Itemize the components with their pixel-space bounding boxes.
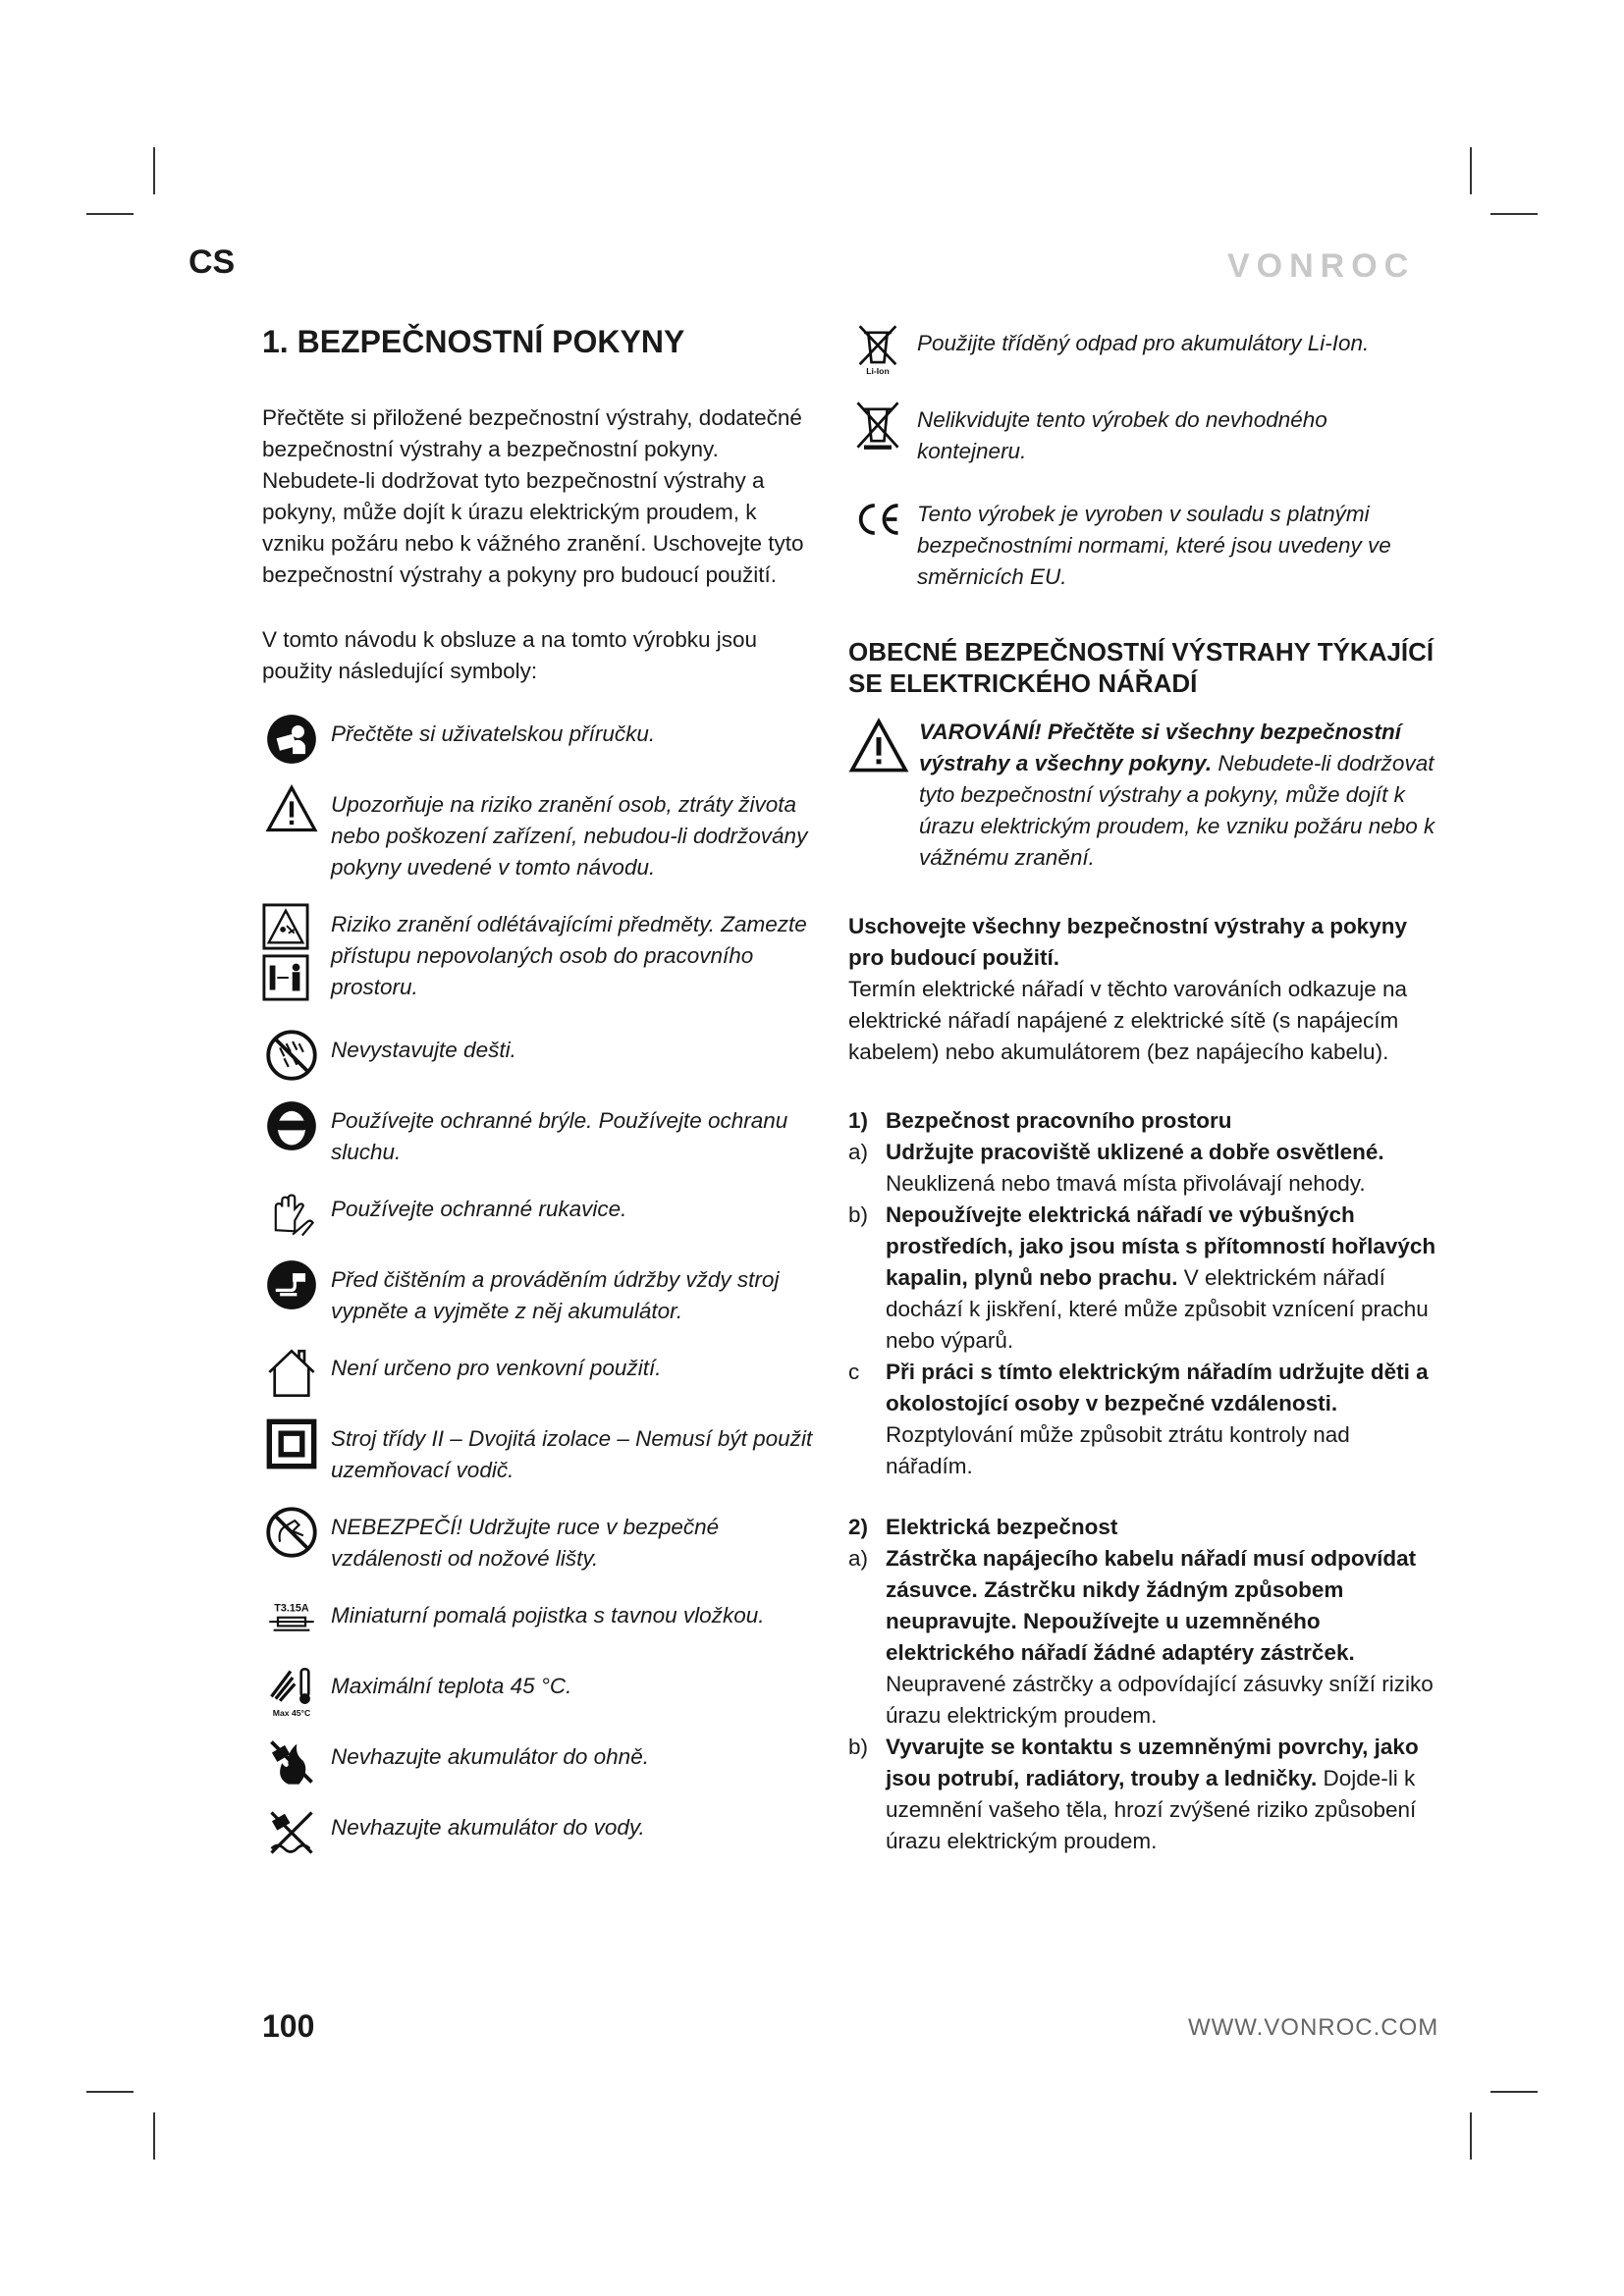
max-temperature-icon <box>265 1665 318 1718</box>
symbol-row <box>262 1417 822 1486</box>
list-item <box>848 1732 1437 1857</box>
read-manual-icon <box>265 713 318 766</box>
keep-instructions-heading: Uschovejte všechny bezpečnostní výstrahy a pokyny pro budoucí použití. <box>848 914 1407 970</box>
symbol-row <box>262 1735 822 1787</box>
symbol-row <box>262 1506 822 1575</box>
item-letter: a) <box>848 1140 869 1164</box>
section-heading <box>848 1512 1437 1543</box>
section-heading <box>848 1105 1437 1137</box>
symbol-text: Není určeno pro venkovní použití. <box>331 1356 662 1380</box>
flying-objects-icon <box>262 903 309 950</box>
item-letter: a) <box>848 1546 869 1571</box>
class-two-icon <box>265 1417 318 1470</box>
item-rest: V elektrickém nářadí dochází k jiskření, které může způsobit vznícení prachu nebo výparů. <box>886 1265 1429 1353</box>
max-temp-label: Max 45°C <box>272 1707 311 1718</box>
symbol-row <box>848 399 1437 467</box>
fuse-icon <box>265 1594 318 1647</box>
section-title: Bezpečnost pracovního prostoru <box>886 1108 1232 1133</box>
symbol-text: Nevhazujte akumulátor do vody. <box>331 1815 645 1840</box>
item-letter: b) <box>848 1735 869 1759</box>
left-column <box>262 322 822 1877</box>
symbol-text: Před čištěním a prováděním údržby vždy stroj vypněte a vyjměte z něj akumulátor. <box>331 1267 780 1323</box>
ce-mark-icon <box>851 493 904 546</box>
symbol-row <box>262 1188 822 1239</box>
symbol-text: Nevhazujte akumulátor do ohně. <box>331 1744 649 1769</box>
goggles-ear-protection-icon <box>265 1099 318 1152</box>
symbol-row <box>848 322 1437 373</box>
crop-mark <box>1490 2091 1538 2093</box>
symbol-row <box>262 1099 822 1168</box>
symbol-text: Přečtěte si uživatelskou příručku. <box>331 721 656 746</box>
section-number: 2) <box>848 1515 869 1539</box>
remove-battery-icon <box>265 1258 318 1311</box>
symbol-text: Tento výrobek je vyroben v souladu s platnými bezpečnostními normami, které jsou uvedeny ve směrnicích EU. <box>917 502 1391 589</box>
symbol-row <box>262 903 822 1009</box>
crop-mark <box>1490 213 1538 215</box>
symbol-row <box>262 713 822 764</box>
symbol-row <box>262 1594 822 1645</box>
item-bold: Udržujte pracoviště uklizené a dobře osvětlené. <box>886 1140 1384 1164</box>
page-number: 100 <box>262 2008 315 2044</box>
item-bold: Při práci s tímto elektrickým nářadím udržujte děti a okolostojící osoby v bezpečné vzdálenosti. <box>886 1360 1429 1415</box>
warning-block <box>848 717 1437 874</box>
warning-triangle-icon <box>848 717 909 777</box>
general-warnings-title: OBECNÉ BEZPEČNOSTNÍ VÝSTRAHY TÝKAJÍCÍ SE ELEKTRICKÉHO NÁŘADÍ <box>848 637 1435 698</box>
symbol-row <box>262 1029 822 1080</box>
item-bold: Nepoužívejte elektrická nářadí ve výbušných prostředích, jako jsou místa s přítomností hořlavých kapalin, plynů nebo prachu. <box>886 1202 1436 1290</box>
li-ion-waste-icon <box>851 322 904 375</box>
no-fire-icon <box>265 1735 318 1789</box>
symbol-row <box>262 1258 822 1327</box>
warning-bold: VAROVÁNÍ! Přečtěte si všechny bezpečnostní výstrahy a všechny pokyny. <box>919 720 1401 775</box>
symbol-text: Používejte ochranné rukavice. <box>331 1197 627 1221</box>
section-title: 1. BEZPEČNOSTNÍ POKYNY <box>262 324 685 359</box>
symbol-row <box>848 493 1437 593</box>
intro-paragraph: Přečtěte si přiložené bezpečnostní výstrahy, dodatečné bezpečnostní výstrahy a bezpečnostní pokyny. Nebudete-li dodržovat tyto bezpečnostní výstrahy a pokyny, může dojít k úrazu elektrickým proudem, k vzniku požáru nebo k vážného zranění. Uschovejte tyto bezpečnostní výstrahy a pokyny pro budoucí použití. <box>262 405 804 587</box>
list-item <box>848 1137 1437 1200</box>
item-letter: c <box>848 1360 860 1384</box>
brand-logo: VONROC <box>1227 247 1416 285</box>
list-item <box>848 1200 1437 1357</box>
item-bold: Zástrčka napájecího kabelu nářadí musí odpovídat zásuvce. Zástrčku nikdy žádným způsobem neupravujte. Nepoužívejte u uzemněného elektrického nářadí žádné adaptéry zástrček. <box>886 1546 1417 1665</box>
crop-mark <box>1470 2112 1472 2160</box>
symbol-row <box>262 1665 822 1716</box>
item-rest: Neupravené zástrčky a odpovídající zásuvky sníží riziko úrazu elektrickým proudem. <box>886 1672 1434 1728</box>
symbol-text: Miniaturní pomalá pojistka s tavnou vložkou. <box>331 1603 765 1628</box>
keep-distance-icon <box>262 954 309 1001</box>
keep-instructions-text: Termín elektrické nářadí v těchto varováních odkazuje na elektrické nářadí napájené z elektrické sítě (s napájecím kabelem) nebo akumulátorem (bez napájecího kabelu). <box>848 977 1408 1064</box>
language-code: CS <box>189 243 236 281</box>
fuse-label: T3.15A <box>274 1602 309 1615</box>
crop-mark <box>86 2091 134 2093</box>
gloves-icon <box>265 1188 318 1241</box>
item-rest: Dojde-li k uzemnění vašeho těla, hrozí zvýšené riziko způsobení úrazu elektrickým proudem. <box>886 1766 1417 1853</box>
section-title: Elektrická bezpečnost <box>886 1515 1118 1539</box>
symbol-text: Stroj třídy II – Dvojitá izolace – Nemusí být použit uzemňovací vodič. <box>331 1426 813 1482</box>
item-rest: Rozptylování může způsobit ztrátu kontroly nad nářadím. <box>886 1422 1350 1478</box>
warning-triangle-icon <box>265 783 318 836</box>
crop-mark <box>1470 147 1472 194</box>
symbol-row <box>262 1347 822 1398</box>
li-ion-label: Li-Ion <box>866 365 890 375</box>
symbol-row <box>262 1806 822 1857</box>
symbol-text: Nelikvidujte tento výrobek do nevhodného kontejneru. <box>917 407 1327 463</box>
item-rest: Neuklizená nebo tmavá místa přivolávají nehody. <box>886 1171 1366 1196</box>
crop-mark <box>153 147 155 194</box>
warning-text <box>919 717 1437 874</box>
symbol-text: Riziko zranění odlétávajícími předměty. Zamezte přístupu nepovolaných osob do pracovního prostoru. <box>331 912 807 999</box>
warning-rest: Nebudete-li dodržovat tyto bezpečnostní výstrahy a pokyny, může dojít k úrazu elektrickým proudem, ke vzniku požáru nebo k vážnému zranění. <box>919 751 1435 870</box>
symbol-text: Používejte ochranné brýle. Používejte ochranu sluchu. <box>331 1108 788 1164</box>
website-url: WWW.VONROC.COM <box>1188 2014 1439 2041</box>
symbol-text: Nevystavujte dešti. <box>331 1038 516 1062</box>
symbol-text: Použijte tříděný odpad pro akumulátory Li-Ion. <box>917 331 1370 355</box>
no-rain-icon <box>265 1029 318 1082</box>
list-item <box>848 1357 1437 1482</box>
item-bold: Vyvarujte se kontaktu s uzemněnými povrchy, jako jsou potrubí, radiátory, trouby a ledničky. <box>886 1735 1419 1790</box>
section-number: 1) <box>848 1108 869 1133</box>
item-letter: b) <box>848 1202 869 1227</box>
list-item <box>848 1543 1437 1732</box>
right-column <box>848 322 1437 1857</box>
crop-mark <box>153 2112 155 2160</box>
no-water-icon <box>265 1806 318 1859</box>
crossed-bin-icon <box>851 399 904 452</box>
symbol-text: NEBEZPEČÍ! Udržujte ruce v bezpečné vzdálenosti od nožové lišty. <box>331 1515 720 1571</box>
symbol-text: Maximální teplota 45 °C. <box>331 1674 572 1698</box>
symbols-intro: V tomto návodu k obsluze a na tomto výrobku jsou použity následující symboly: <box>262 627 758 683</box>
crop-mark <box>86 213 134 215</box>
symbol-text: Upozorňuje na riziko zranění osob, ztráty života nebo poškození zařízení, nebudou-li dodržovány pokyny uvedené v tomto návodu. <box>331 792 808 880</box>
symbol-row <box>262 783 822 883</box>
indoor-use-icon <box>265 1347 318 1400</box>
keep-hands-away-icon <box>265 1506 318 1559</box>
